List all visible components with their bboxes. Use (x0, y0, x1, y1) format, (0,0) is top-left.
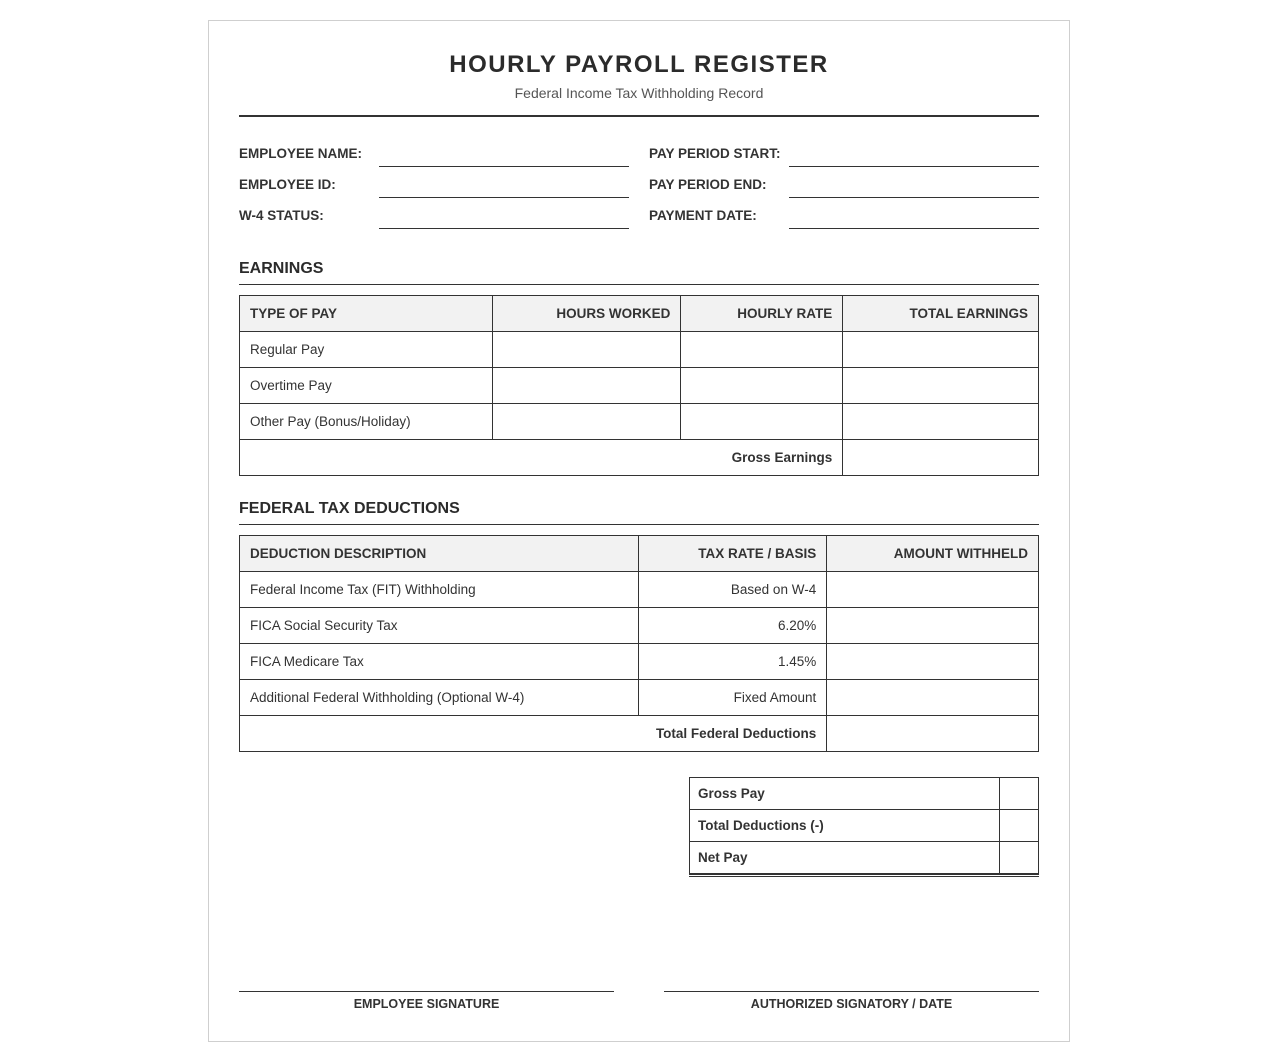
deductions-table (239, 535, 1039, 752)
earnings-hours-cell[interactable] (492, 404, 681, 440)
deduction-amount-cell[interactable] (827, 572, 1039, 608)
deduction-basis-cell: Based on W-4 (639, 572, 827, 608)
earnings-rate-cell[interactable] (681, 332, 843, 368)
pay-period-start-field[interactable] (789, 166, 1039, 167)
deduction-row-additional (240, 680, 1039, 716)
deduction-amount-cell[interactable] (827, 644, 1039, 680)
pay-summary-table (689, 777, 1039, 874)
page-title: HOURLY PAYROLL REGISTER (449, 51, 829, 78)
employee-signature-label: EMPLOYEE SIGNATURE (353, 997, 500, 1011)
pay-period-end-label: PAY PERIOD END: (649, 177, 767, 192)
earnings-header-type: TYPE OF PAY (240, 296, 493, 332)
gross-earnings-label: Gross Earnings (240, 440, 843, 476)
deduction-row-social-security (240, 608, 1039, 644)
total-deductions-value[interactable] (827, 716, 1039, 752)
summary-total-deductions-label: Total Deductions (-) (690, 810, 1000, 842)
gross-earnings-value[interactable] (843, 440, 1039, 476)
total-deductions-label: Total Federal Deductions (240, 716, 827, 752)
earnings-header-rate: HOURLY RATE (681, 296, 843, 332)
deduction-amount-cell[interactable] (827, 680, 1039, 716)
deductions-header-description: DEDUCTION DESCRIPTION (240, 536, 639, 572)
deduction-amount-cell[interactable] (827, 608, 1039, 644)
deductions-header-basis: TAX RATE / BASIS (639, 536, 827, 572)
employee-signature-line[interactable] (239, 991, 614, 992)
payroll-register-page (208, 20, 1070, 1042)
earnings-total-cell[interactable] (843, 404, 1039, 440)
deduction-description-cell: Additional Federal Withholding (Optional W-4) (240, 680, 639, 716)
earnings-header-total: TOTAL EARNINGS (843, 296, 1039, 332)
employee-id-field[interactable] (379, 197, 629, 198)
title-divider (239, 115, 1039, 117)
earnings-header-row (240, 296, 1039, 332)
summary-net-pay-label: Net Pay (690, 842, 1000, 874)
deduction-description-cell: FICA Social Security Tax (240, 608, 639, 644)
authorized-signature-block (664, 991, 1039, 1011)
summary-net-pay-value[interactable] (1000, 842, 1039, 874)
authorized-signature-label: AUTHORIZED SIGNATORY / DATE (750, 997, 953, 1011)
page-subtitle: Federal Income Tax Withholding Record (514, 85, 764, 101)
earnings-total-cell[interactable] (843, 368, 1039, 404)
employee-name-row (239, 144, 629, 168)
authorized-signature-line[interactable] (664, 991, 1039, 992)
w4-status-field[interactable] (379, 228, 629, 229)
employee-signature-block (239, 991, 614, 1011)
deduction-description-cell: FICA Medicare Tax (240, 644, 639, 680)
earnings-rate-cell[interactable] (681, 368, 843, 404)
pay-period-start-row (649, 144, 1039, 168)
summary-total-deductions-value[interactable] (1000, 810, 1039, 842)
payment-date-row (649, 206, 1039, 230)
earnings-header-hours: HOURS WORKED (492, 296, 681, 332)
employee-name-label: EMPLOYEE NAME: (239, 146, 363, 161)
deduction-description-cell: Federal Income Tax (FIT) Withholding (240, 572, 639, 608)
earnings-type-cell: Overtime Pay (240, 368, 493, 404)
pay-summary-box (689, 777, 1039, 877)
deductions-header-row (240, 536, 1039, 572)
total-deductions-row (240, 716, 1039, 752)
earnings-type-cell: Regular Pay (240, 332, 493, 368)
earnings-total-cell[interactable] (843, 332, 1039, 368)
summary-row-gross (690, 778, 1039, 810)
deductions-header-amount: AMOUNT WITHHELD (827, 536, 1039, 572)
pay-period-end-row (649, 175, 1039, 199)
earnings-rate-cell[interactable] (681, 404, 843, 440)
earnings-row-overtime (240, 368, 1039, 404)
earnings-type-cell: Other Pay (Bonus/Holiday) (240, 404, 493, 440)
deduction-row-fit (240, 572, 1039, 608)
employee-id-label: EMPLOYEE ID: (239, 177, 336, 192)
summary-row-deductions (690, 810, 1039, 842)
deduction-basis-cell: 6.20% (639, 608, 827, 644)
earnings-row-regular (240, 332, 1039, 368)
gross-earnings-row (240, 440, 1039, 476)
deduction-basis-cell: 1.45% (639, 644, 827, 680)
earnings-table (239, 295, 1039, 476)
pay-period-start-label: PAY PERIOD START: (649, 146, 781, 161)
pay-period-end-field[interactable] (789, 197, 1039, 198)
earnings-row-other (240, 404, 1039, 440)
earnings-section-title: EARNINGS (239, 260, 1039, 285)
deductions-section-title: FEDERAL TAX DEDUCTIONS (239, 500, 1039, 525)
summary-gross-pay-label: Gross Pay (690, 778, 1000, 810)
summary-row-net (690, 842, 1039, 874)
w4-status-label: W-4 STATUS: (239, 208, 324, 223)
earnings-hours-cell[interactable] (492, 332, 681, 368)
deduction-row-medicare (240, 644, 1039, 680)
summary-gross-pay-value[interactable] (1000, 778, 1039, 810)
payment-date-field[interactable] (789, 228, 1039, 229)
deduction-basis-cell: Fixed Amount (639, 680, 827, 716)
earnings-hours-cell[interactable] (492, 368, 681, 404)
w4-status-row (239, 206, 629, 230)
payment-date-label: PAYMENT DATE: (649, 208, 757, 223)
employee-id-row (239, 175, 629, 199)
employee-name-field[interactable] (379, 166, 629, 167)
